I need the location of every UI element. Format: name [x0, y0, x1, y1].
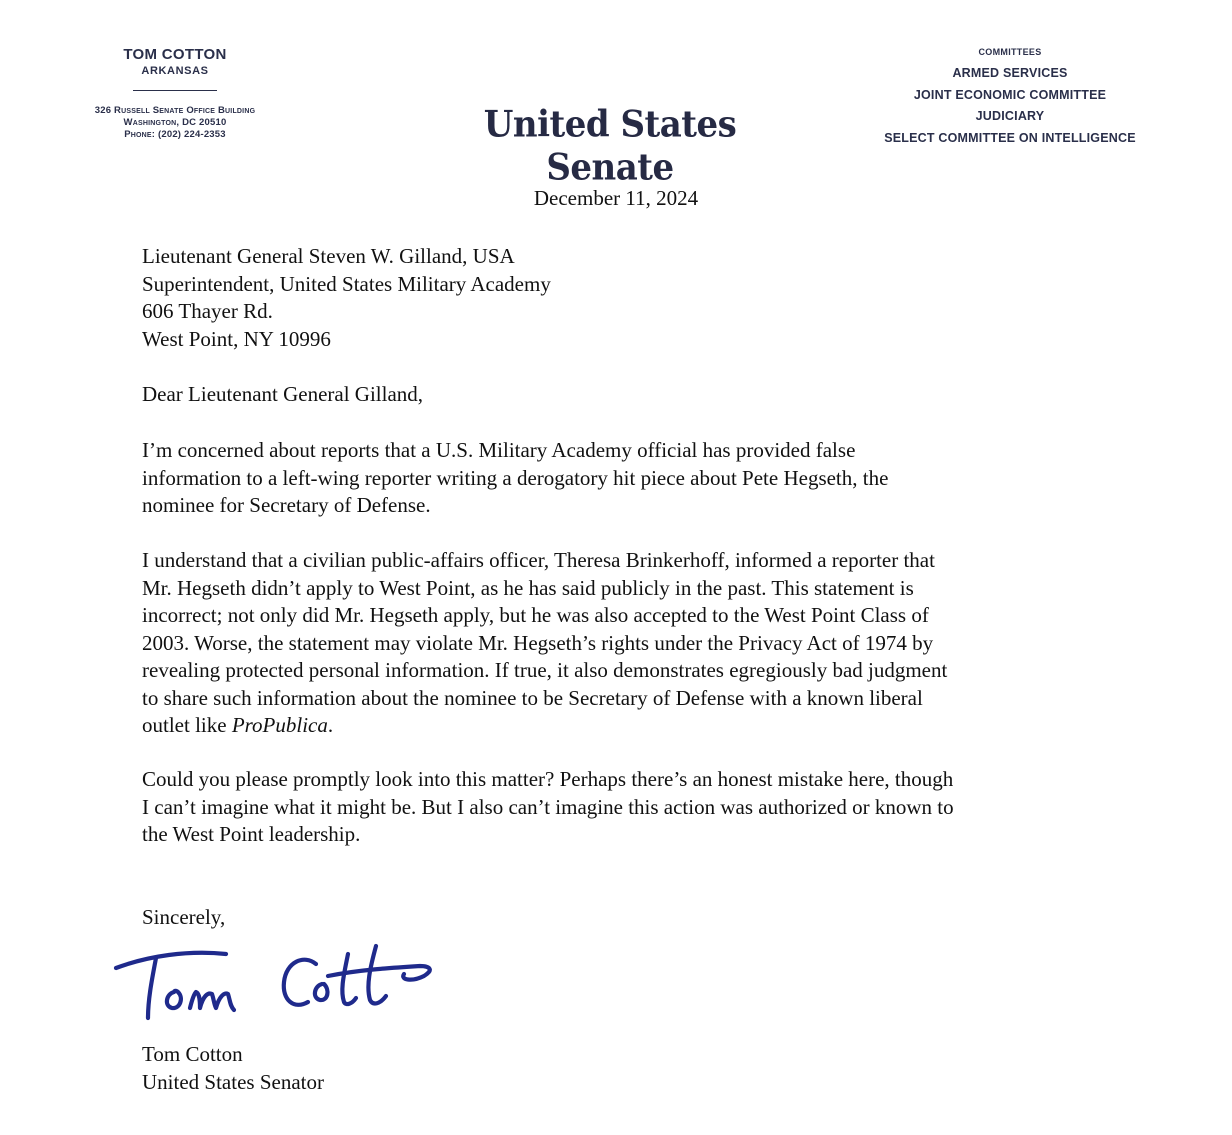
paragraph-text: outlet like [142, 713, 232, 737]
institution-title: United States Senate [483, 102, 737, 190]
publication-name: ProPublica [231, 713, 328, 737]
recipient-line: Lieutenant General Steven W. Gilland, USA [142, 244, 515, 268]
paragraph-line-last [142, 712, 1102, 740]
letterhead-divider [133, 90, 217, 91]
letter-date: December 11, 2024 [533, 186, 699, 210]
paragraph-line: nominee for Secretary of Defense. [142, 493, 431, 517]
paragraph-line: incorrect; not only did Mr. Hegseth apply, but he was also accepted to the West Point Class of [142, 603, 929, 627]
committee-item: JOINT ECONOMIC COMMITTEE [913, 87, 1107, 102]
body-paragraph-2 [142, 547, 1102, 740]
office-phone-line: Phone: (202) 224-2353 [124, 129, 226, 140]
paragraph-line: I understand that a civilian public-affairs officer, Theresa Brinkerhoff, informed a reporter that [142, 548, 935, 572]
recipient-line: Superintendent, United States Military Academy [142, 271, 551, 296]
paragraph-text: . [327, 713, 334, 737]
paragraph-line: 2003. Worse, the statement may violate Mr. Hegseth’s rights under the Privacy Act of 1974 by [142, 630, 934, 655]
paragraph-line: Mr. Hegseth didn’t apply to West Point, as he has said publicly in the past. This statement is [142, 575, 914, 600]
committees-heading: COMMITTEES [978, 47, 1042, 57]
recipient-line: West Point, NY 10996 [142, 326, 331, 351]
senator-name: TOM COTTON [123, 46, 227, 63]
letterhead-sender-block [60, 46, 290, 141]
paragraph-line: to share such information about the nominee to be Secretary of Defense with a known liberal [142, 685, 923, 710]
salutation: Dear Lieutenant General Gilland, [142, 382, 424, 406]
signer-block [142, 1041, 1102, 1096]
committees-block [870, 46, 1150, 149]
body-paragraph-3 [142, 766, 1102, 849]
closing: Sincerely, [142, 905, 226, 929]
office-address-line: 326 Russell Senate Office Building [94, 105, 256, 116]
senator-state: ARKANSAS [141, 65, 209, 77]
committee-item: ARMED SERVICES [952, 66, 1068, 80]
committee-item: JUDICIARY [975, 109, 1045, 123]
paragraph-line: revealing protected personal information. If true, it also demonstrates egregiously bad judgment [142, 658, 948, 682]
signer-name: Tom Cotton [142, 1042, 243, 1066]
office-city-line: Washington, DC 20510 [123, 117, 227, 128]
recipient-address [142, 243, 1102, 353]
paragraph-line: I can’t imagine what it might be. But I also can’t imagine this action was authorized or known to [142, 794, 954, 819]
paragraph-line: the West Point leadership. [142, 822, 361, 846]
body-paragraph-1 [142, 437, 1102, 520]
handwritten-signature [108, 934, 458, 1029]
signer-title: United States Senator [142, 1069, 324, 1094]
paragraph-line: information to a left-wing reporter writing a derogatory hit piece about Pete Hegseth, the [142, 465, 889, 490]
paragraph-line: I’m concerned about reports that a U.S. Military Academy official has provided false [142, 438, 856, 462]
committee-item: SELECT COMMITTEE ON INTELLIGENCE [884, 130, 1136, 145]
paragraph-line: Could you please promptly look into this matter? Perhaps there’s an honest mistake here, though [142, 767, 954, 791]
recipient-line: 606 Thayer Rd. [142, 299, 273, 323]
